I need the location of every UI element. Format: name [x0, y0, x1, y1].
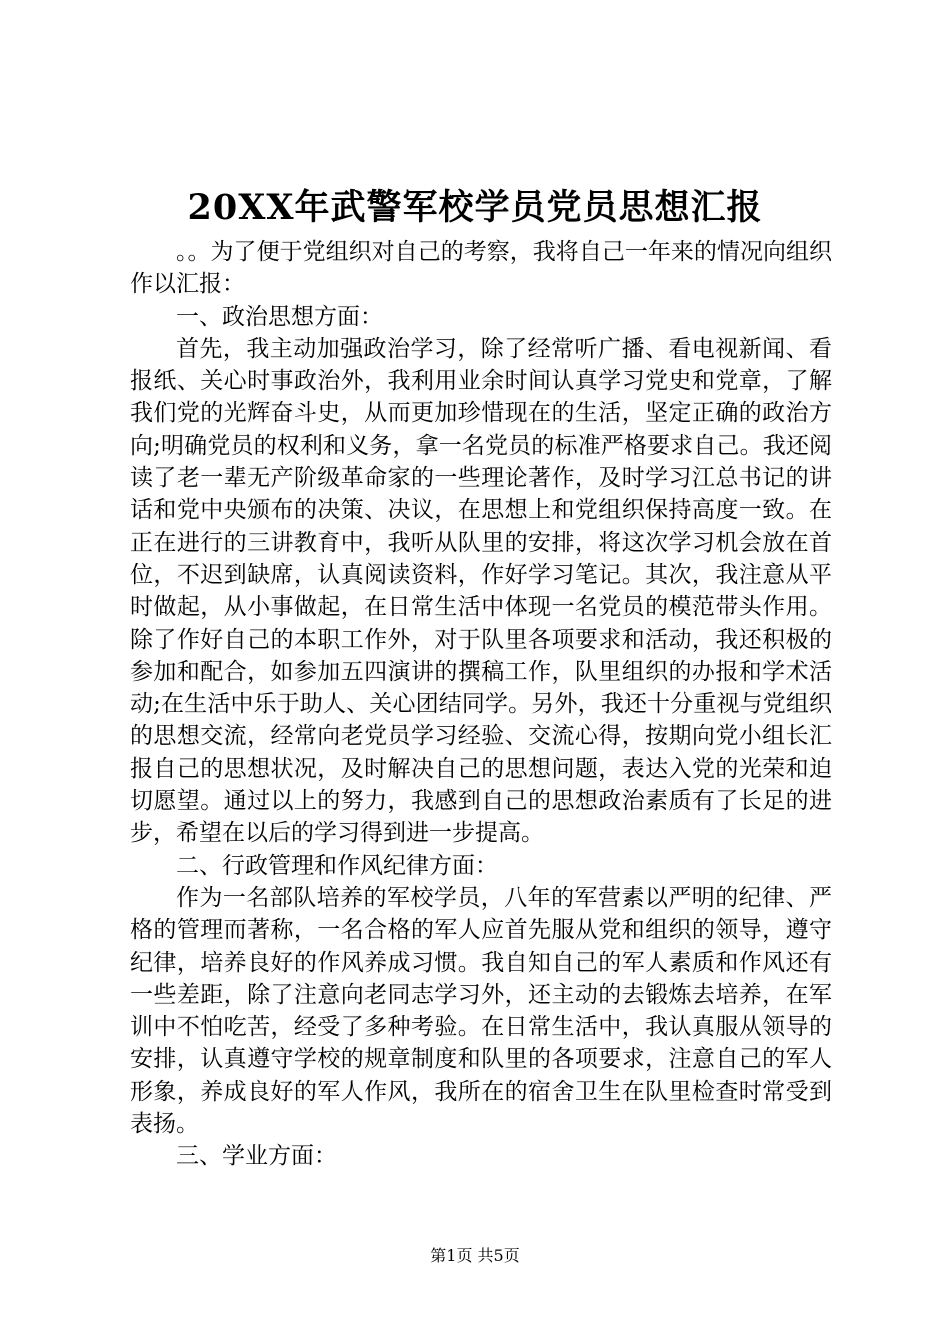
document-title: 20XX年武警军校学员党员思想汇报: [187, 187, 763, 228]
section-heading-academics: 三、学业方面：: [176, 1143, 337, 1170]
document-body: [130, 236, 832, 1173]
paragraph-intro: 。。为了便于党组织对自己的考察，我将自己一年来的情况向组织作以汇报：: [130, 239, 832, 298]
section-heading-discipline: 二、行政管理和作风纪律方面：: [176, 852, 498, 879]
page-footer: 第1页 共5页: [430, 1246, 520, 1265]
section-heading-political: 一、政治思想方面：: [176, 303, 383, 330]
paragraph-political: 首先，我主动加强政治学习，除了经常听广播、看电视新闻、看报纸、关心时事政治外，我利用业余时间认真学习党史和党章，了解我们党的光辉奋斗史，从而更加珍惜现在的生活，坚定正确的政治方向;明确党员的权利和义务，拿一名党员的标准严格要求自己。我还阅读了老一辈无产阶级革命家的一些理论著作，及时学习江总书记的讲话和党中央颁布的决策、决议，在思想上和党组织保持高度一致。在正在进行的三讲教育中，我听从队里的安排，将这次学习机会放在首位，不迟到缺席，认真阅读资料，作好学习笔记。其次，我注意从平时做起，从小事做起，在日常生活中体现一名党员的模范带头作用。除了作好自己的本职工作外，对于队里各项要求和活动，我还积极的参加和配合，如参加五四演讲的撰稿工作，队里组织的办报和学术活动;在生活中乐于助人、关心团结同学。另外，我还十分重视与党组织的思想交流，经常向老党员学习经验、交流心得，按期向党小组长汇报自己的思想状况，及时解决自己的思想问题，表达入党的光荣和迫切愿望。通过以上的努力，我感到自己的思想政治素质有了长足的进步，希望在以后的学习得到进一步提高。: [130, 335, 832, 847]
paragraph-discipline: 作为一名部队培养的军校学员，八年的军营素以严明的纪律、严格的管理而著称，一名合格的军人应首先服从党和组织的领导，遵守纪律，培养良好的作风养成习惯。我自知自己的军人素质和作风还有一些差距，除了注意向老同志学习外，还主动的去锻炼去培养，在军训中不怕吃苦，经受了多种考验。在日常生活中，我认真服从领导的安排，认真遵守学校的规章制度和队里的各项要求，注意自己的军人形象，养成良好的军人作风，我所在的宿舍卫生在队里检查时常受到表扬。: [130, 884, 832, 1138]
